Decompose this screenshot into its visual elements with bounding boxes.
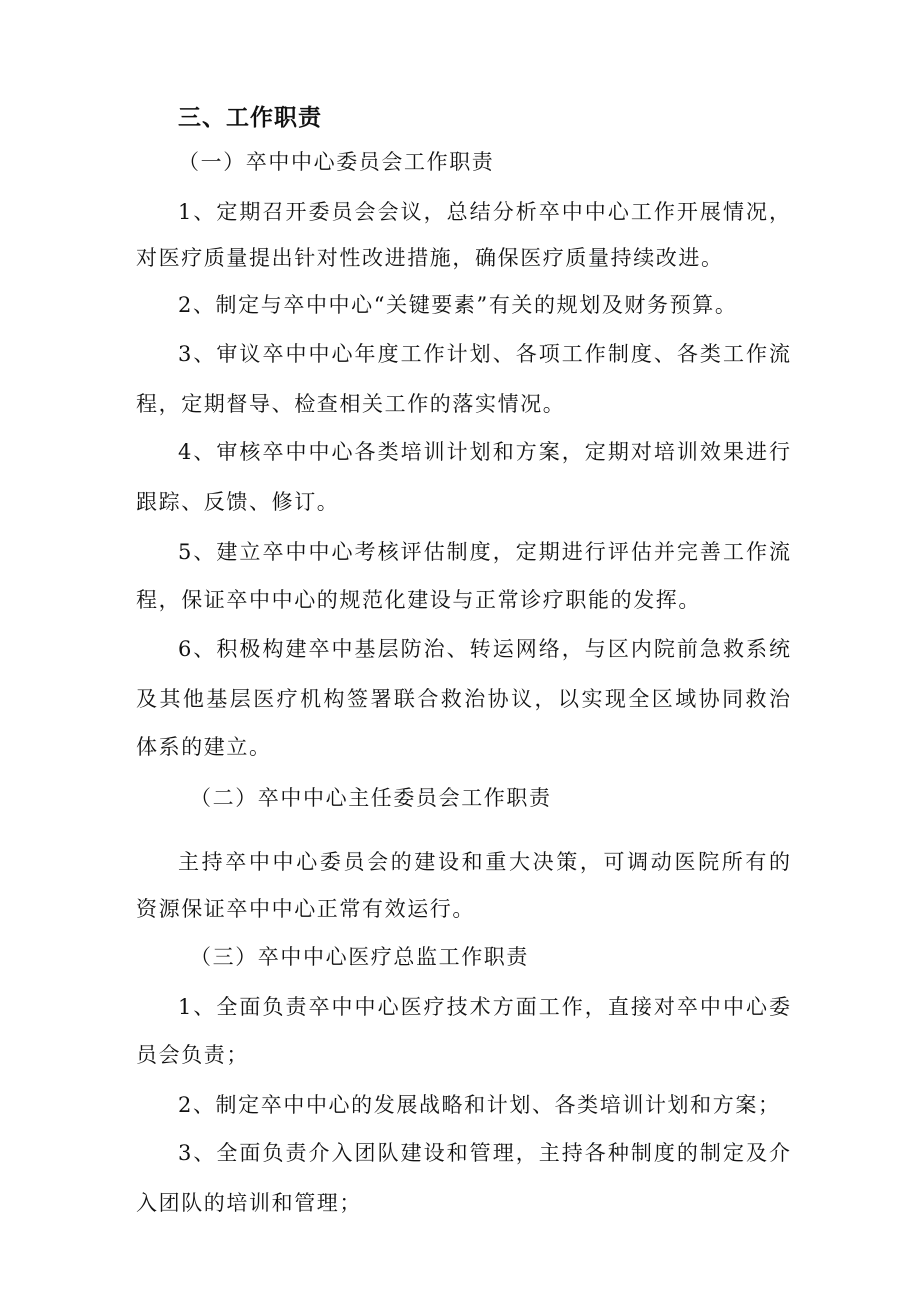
sub3-item3-line2: 入团队的培训和管理； xyxy=(136,1191,362,1215)
sub2-item1-line2: 资源保证卒中中心正常有效运行。 xyxy=(136,897,475,921)
subsection-1-title: （一）卒中中心委员会工作职责 xyxy=(178,150,495,174)
section-title: 三、工作职责 xyxy=(178,105,322,131)
subsection-3-title: （三）卒中中心医疗总监工作职责 xyxy=(190,945,529,969)
sub1-item4-line1: 4、审核卒中中心各类培训计划和方案，定期对培训效果进行 xyxy=(178,440,790,464)
sub1-item6-line3: 体系的建立。 xyxy=(136,735,272,759)
sub3-item1-line2: 员会负责； xyxy=(136,1043,249,1067)
sub1-item5-line2: 程，保证卒中中心的规范化建设与正常诊疗职能的发挥。 xyxy=(136,588,701,612)
sub1-item1-line1: 1、定期召开委员会会议，总结分析卒中中心工作开展情况， xyxy=(178,200,790,224)
sub3-item1-line1: 1、全面负责卒中中心医疗技术方面工作，直接对卒中中心委 xyxy=(178,995,790,1019)
sub1-item6-line2: 及其他基层医疗机构签署联合救治协议，以实现全区域协同救治 xyxy=(136,687,790,711)
subsection-2-title: （二）卒中中心主任委员会工作职责 xyxy=(190,786,552,810)
sub1-item2-line1: 2、制定与卒中中心“关键要素”有关的规划及财务预算。 xyxy=(178,293,738,317)
sub1-item4-line2: 跟踪、反馈、修订。 xyxy=(136,490,340,514)
sub1-item1-line2: 对医疗质量提出针对性改进措施，确保医疗质量持续改进。 xyxy=(136,246,724,270)
sub1-item6-line1: 6、积极构建卒中基层防治、转运网络，与区内院前急救系统 xyxy=(178,637,790,661)
sub1-item5-line1: 5、建立卒中中心考核评估制度，定期进行评估并完善工作流 xyxy=(178,540,790,564)
sub1-item3-line1: 3、审议卒中中心年度工作计划、各项工作制度、各类工作流 xyxy=(178,342,790,366)
sub3-item2-line1: 2、制定卒中中心的发展战略和计划、各类培训计划和方案； xyxy=(178,1093,781,1117)
sub1-item3-line2: 程，定期督导、检查相关工作的落实情况。 xyxy=(136,392,566,416)
sub2-item1-line1: 主持卒中中心委员会的建设和重大决策，可调动医院所有的 xyxy=(178,850,790,874)
sub3-item3-line1: 3、全面负责介入团队建设和管理，主持各种制度的制定及介 xyxy=(178,1141,790,1165)
